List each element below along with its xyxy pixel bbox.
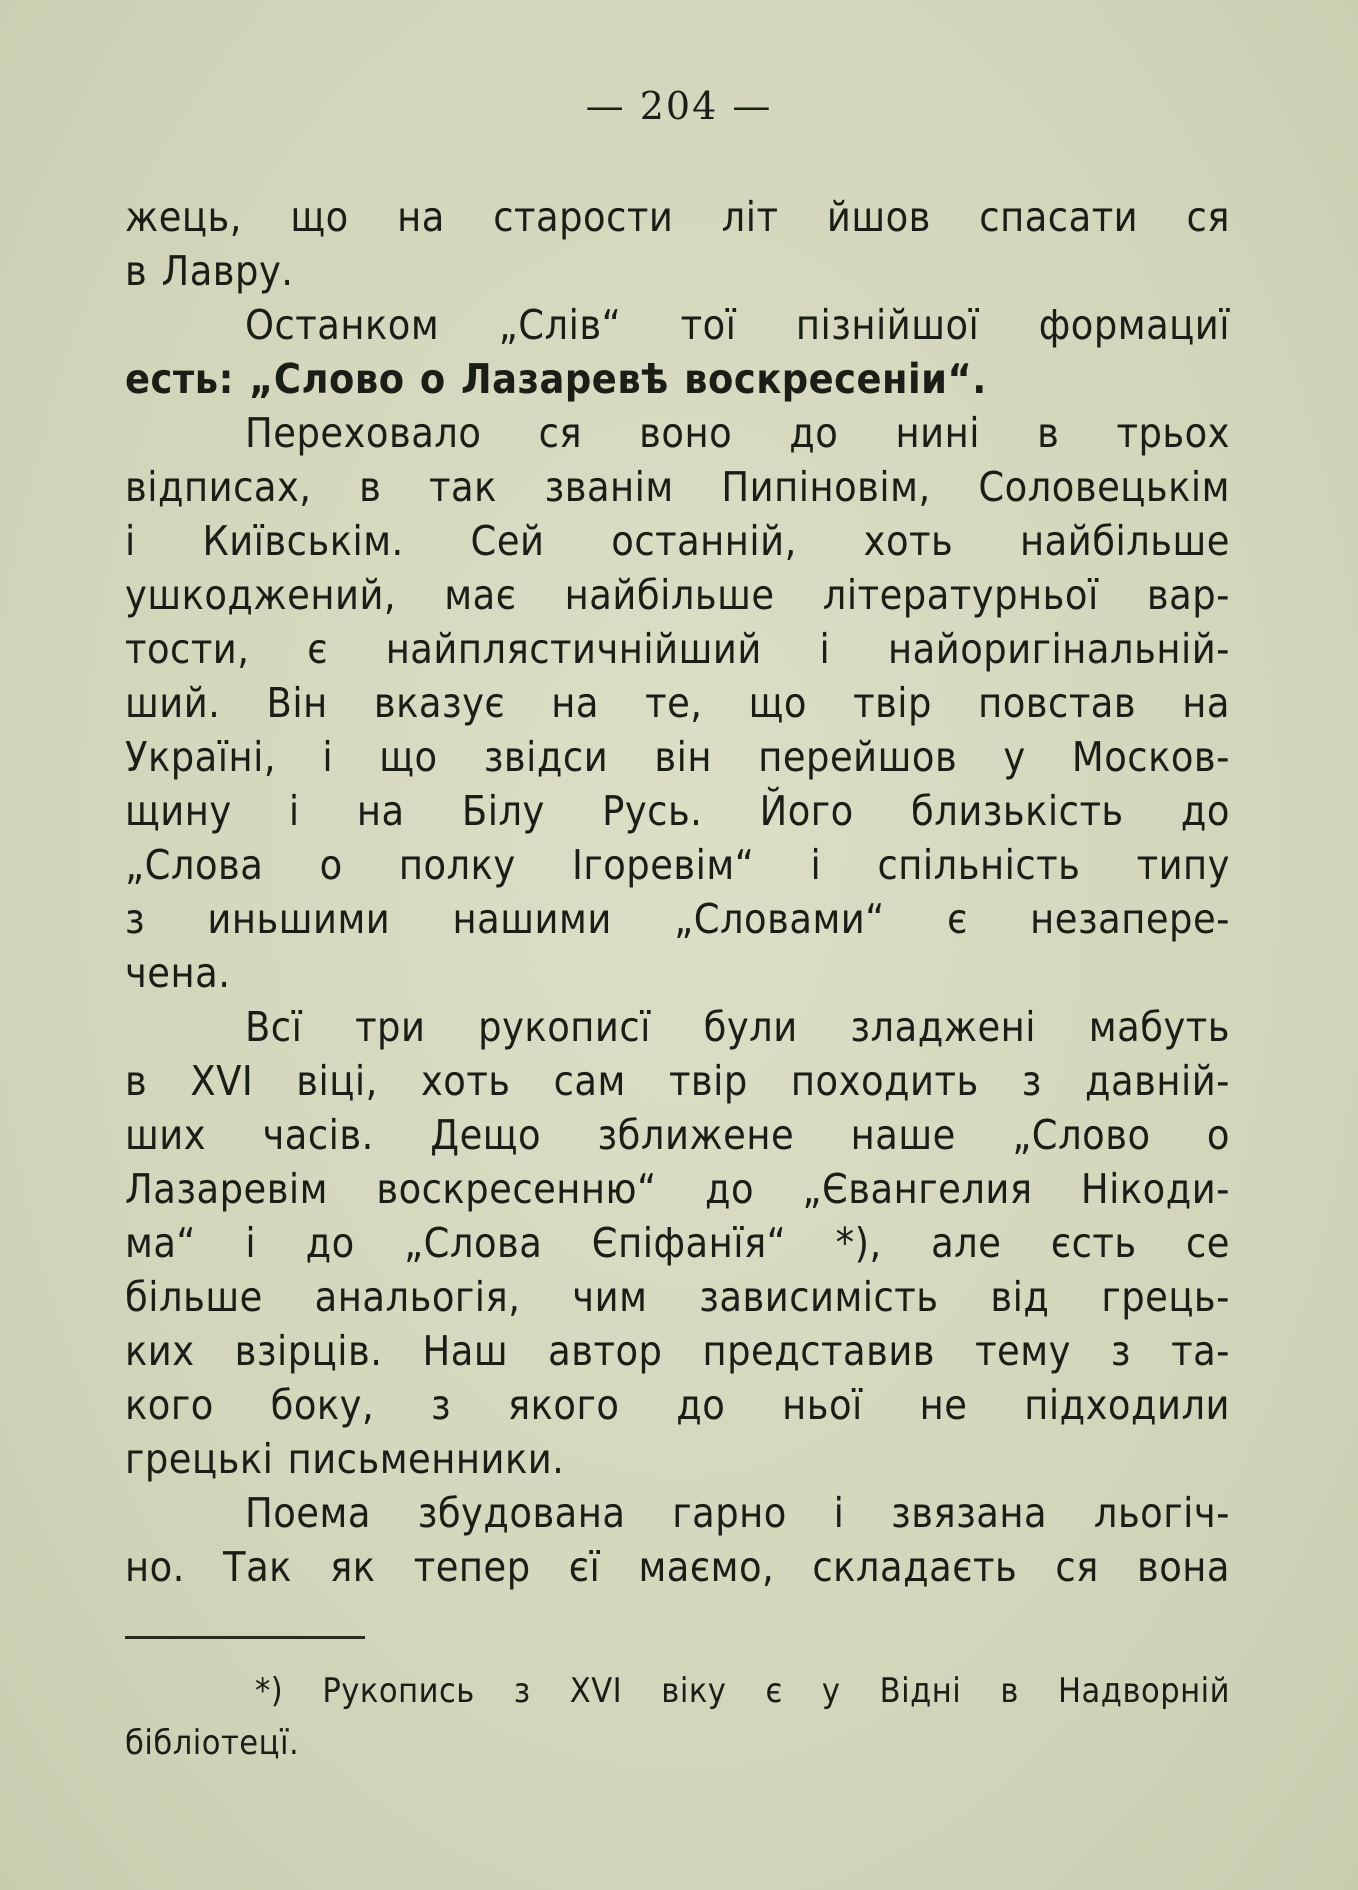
text-line: чена. [125,949,231,997]
text-line: ших часів. Дещо зближене наше „Слово о [125,1111,1230,1159]
text-line: з иньшими нашими „Словами“ є незапере- [125,895,1230,943]
text-line: но. Так як тепер єї маємо, складаєть ся вона [125,1543,1230,1591]
text-line: відписах, в так званім Пипіновім, Соловецькім [125,463,1230,511]
footnote-line: бібліотецї. [125,1723,300,1763]
text-line: жець, що на старости літ йшов спасати ся [125,193,1230,241]
text-line: Поема збудована гарно і звязана льогіч- [245,1489,1230,1537]
footnote-divider [125,1636,365,1639]
text-line: Останком „Слів“ тої пізнійшої формациї [245,301,1230,349]
text-line: в XVI віці, хоть сам твір походить з давній- [125,1057,1230,1105]
text-line: і Київськім. Сей останній, хоть найбільше [125,517,1230,565]
text-line: більше анальогія, чим зависимість від грець- [125,1273,1230,1321]
text-line: ма“ і до „Слова Єпіфанїя“ *), але єсть се [125,1219,1230,1267]
text-line: ких взірців. Наш автор представив тему з та- [125,1327,1230,1375]
page-number: — 204 — [585,84,773,128]
text-line: Всї три рукописї були зладжені мабуть [245,1003,1230,1051]
text-line: Лазаревім воскресенню“ до „Євангелия Нікоди- [125,1165,1230,1213]
text-line: Україні, і що звідси він перейшов у Москов- [125,733,1230,781]
text-line: Переховало ся воно до нині в трьох [245,409,1230,457]
text-line: „Слова о полку Ігоревім“ і спільність типу [125,841,1230,889]
main-text [125,190,1230,1594]
text-line: ушкоджений, має найбільше літературньої вар- [125,571,1230,619]
text-line: кого боку, з якого до ньої не підходили [125,1381,1230,1429]
text-line: в Лавру. [125,247,294,295]
text-line: грецькі письменники. [125,1435,565,1483]
text-line-bold-title: есть: „Слово о Лазаревѣ воскресеніи“. [125,355,987,403]
footnote-line: *) Рукопись з XVI віку є у Відні в Надворній [255,1671,1230,1711]
text-line: ший. Він вказує на те, що твір повстав на [125,679,1230,727]
text-line: тости, є найплястичнійший і найоригінальній- [125,625,1230,673]
text-line: щину і на Білу Русь. Його близькість до [125,787,1230,835]
footnote [125,1665,1230,1769]
